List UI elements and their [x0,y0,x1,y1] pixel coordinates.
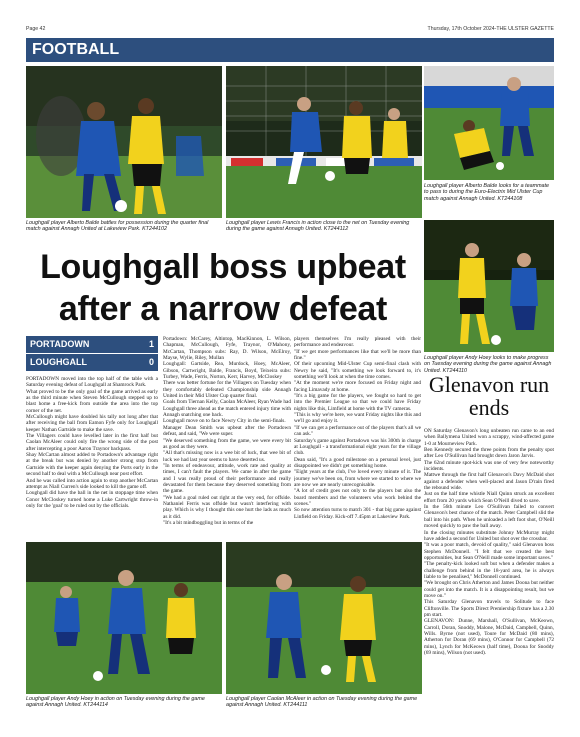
article-column-1 [26,376,158,538]
photo-balde-possession [26,66,222,218]
score-row-away [26,354,158,371]
home-score: 1 [148,339,154,349]
page-number: Page 42 [26,26,46,32]
photo-balde-pass [424,66,554,180]
article-body: players themselves I'm really pleased with their performance and endeavour. "If we get more performances like that we'll be more than fine." Of their upcoming Mid-Ulster Cup semi-final clash with Newry he said, "It's something we look forward to, it's something we'll look at when the time comes. "At the moment we're more focused on Friday night and facing Limavady at home. "It's a big game for the players, we fought so hard to get into the Premier League so that we could have Friday nights like this, Limfield at home with the TV cameras. "This is why we're here, we want Friday nights like this and we'll go and enjoy it. "If we can get a performance out of the players that's all we can ask." Saturday's game against Portadown was his 300th in charge at Loughgall - a transformational eight years for the village club. Dean said, "It's a good milestone on a personal level, just disappointed we didn't get something home. "Eight years at the club, I've loved every minute of it. The journey we've been on, from where we started to where we are now we are nearly unrecognisable. "A lot of credit goes not only to the players but also the board members and the volunteers who work behind the scenes." So now attention turns to match 301 - that big game against Linfield on Friday. Kick-off 7.45pm at Lakeview Park. [294,336,421,520]
article-body: PORTADOWN moved into the top half of the table with a Saturday evening defeat of Loughgall at Shamrock Park. What proved to be the only goal of the game arrived as early as the third minute when Steven McCullough stepped up to blast home a free-kick from outside the area into the top corner of the net. McCullough might have doubled his tally not long after that after receiving the ball from Eamon Fyfe only for Loughgall keeper Nathan Gartside to make the save. The Villagers could have levelled later in the first half but Caolan McAleer could only fire the wrong side of the post after intercepting a poor Aaron Traynor backpass. Shay McCartan almost added to Portadown's advantage right at the break but was denied by another strong stop from Gartside with the keeper again denying the Ports early in the second half to deal with a McCullough near post effort. And he was called into action again to stop another McCartan attempt as Niall Curren's side looked to kill the game off. Loughgall did have the ball in the net in stoppage time when Conor McCloskey turned home a Luke Cartwright throw-in only for the 'goal' to be ruled out by the officials. [26,376,158,509]
publication-date: Thursday, 17th October 2024-THE ULSTER GAZETTE [427,26,554,32]
article-body: ON Saturday Glenavon's long unbeaten run came to an end when Ballymena United won a scrappy, wind-affected game 1-0 at Mourneview Park. Ben Kennedy secured the three points from the penalty spot after Leo O'Sullivan had brought down Jaron Jarvis. The 62nd minute spot-kick was one of very few noteworthy incidents. Mattwe through the first half Glenavon's Davy McDaid shot against a defender when well-placed and Jason D'rain fired the rebound wide. Just on the half time whistle Niall Quinn struck an excellent effort from 20 yards which Sean O'Neill dived to save. In the 56th minute Leo O'Sullivan failed to convert Glenavon's best chance of the match. Peter Campbell slid the ball into his path. When he unloaded a left foot shot, O'Neill moved quickly to paw the ball away. In the closing minutes substitute Johnny McMurray might have added a second for United but shot over the crossbar. "It was a poor match, devoid of quality," said Glenavon boss Stephen McDonnell. "I felt that we created the best opportunities, but Sean O'Neill made some important saves." "The penalty-kick looked soft but when a defender makes a challenge from behind in the 18-yard area, he is always liable to be penalised," McDonnell continued. "We brought on Chris Atherton and James Doona but neither could get into the match. It is a disappointing result, but we move on." This Saturday Glenavon travels to Solitude to face Cliftonville. The Sports Direct Premiership fixture has a 2.30 pm start. GLENAVON: Dunne, Marshall, O'Sullivan, McKeown, Carroll, Doran, Snoddy, Malone, McDaid, Campbell, Quinn, Wills. Byrne (not used), Toure for McDaid (80 mins), Atherton for Doran (69 mins), O'Connor for Campbell (72 mins), Lynch for McKeown (half time), Doona for Snoddy (69 mins), Wilson (not used). [424,428,554,657]
photo-hoey-action [26,542,222,694]
glenavon-headline: Glenavon run ends [428,372,550,420]
section-banner: FOOTBALL [26,38,554,62]
home-team: PORTADOWN [30,339,90,349]
away-score: 0 [148,357,154,367]
article-column-3 [294,336,421,538]
photo-hoey-progress [424,220,554,352]
photo-caption: Loughgall player Andy Hoey in action on Tuesday evening during the game against Annagh United. KT244114 [26,696,205,709]
page-header [26,26,554,36]
photo-caption: Loughgall player Lewis Francis in action close to the net on Tuesday evening during the game against Annagh United. KT244112 [226,220,410,233]
score-row-home [26,336,158,353]
article-column-2 [163,336,291,538]
photo-caption: Loughgall player Alberto Balde battles for possession during the quarter final match against Annagh United at Lakeview Park. KT244102 [26,220,209,233]
article-headline: Loughgall boss upbeat after a narrow defeat [40,248,406,328]
article-body: Portadown: McCarey, Altintop, MacKinnon, L. Wilson, Chapman, McCullough, Fyfe, Traynor, O'Mahony, McCartan, Thompson subs: Ray, D. Wilson, McElroy, Mayse, Wylie, Riley, Mullan Loughgall: Gartside, Rea, Murdock, Hoey, McAleer, Gibson, Cartwright, Balde, Francis, Boyd, Teixeira subs: Turbey, Wade, Ferris, Norton, Kerr, Harvey, McCloskey There was better fortune for the Villagers on Tuesday when they comfortably defeated Championship side Annagh United in their Mid Ulster Cup quarter final. Goals from Tiernan Kelly, Caolan McAleer, Ryan Wade had Loughgall three ahead as the match entered injury time with Annagh snatching one back. Loughgall move on to face Newry City in the semi-finals. Manager Dean Smith was upbeat after the Portadown defeat, and said, "We were super. "We deserved something from the game, we were every bit as good as they were. "All that's missing now is a wee bit of luck, that wee bit of luck we had last year seems to have deserted us. "In terms of endeavour, attitude, work rate and quality at times, I can't fault the players. We came in after the game and I was really proud of their performance and really devastated for them because they deserved something from the game. "We had a goal ruled out right at the very end, for offside. Nathaniel Ferris was offside but wasn't interfering with play. Which is why I thought this one hurt the lads as much as it did. "It's a bit mindboggling but in terms of the [163,336,291,526]
photo-caption: Loughgall player Andy Hoey looks to make progress on Tuesday evening during the game against Annagh United. KT244110 [424,355,552,374]
photo-francis-net [226,66,422,218]
away-team: LOUGHGALL [30,357,87,367]
photo-caption: Loughgall player Alberto Balde looks for a teammate to pass to during the Euro-Electrix Mid Ulster Cup match against Annagh United. KT244108 [424,183,550,202]
score-box [26,336,158,372]
article-column-4 [424,428,554,726]
photo-mcaleer-action [226,542,422,694]
photo-caption: Loughgall player Caolan McAleer in action on Tuesday evening during the game against Annagh United. KT244111 [226,696,418,709]
